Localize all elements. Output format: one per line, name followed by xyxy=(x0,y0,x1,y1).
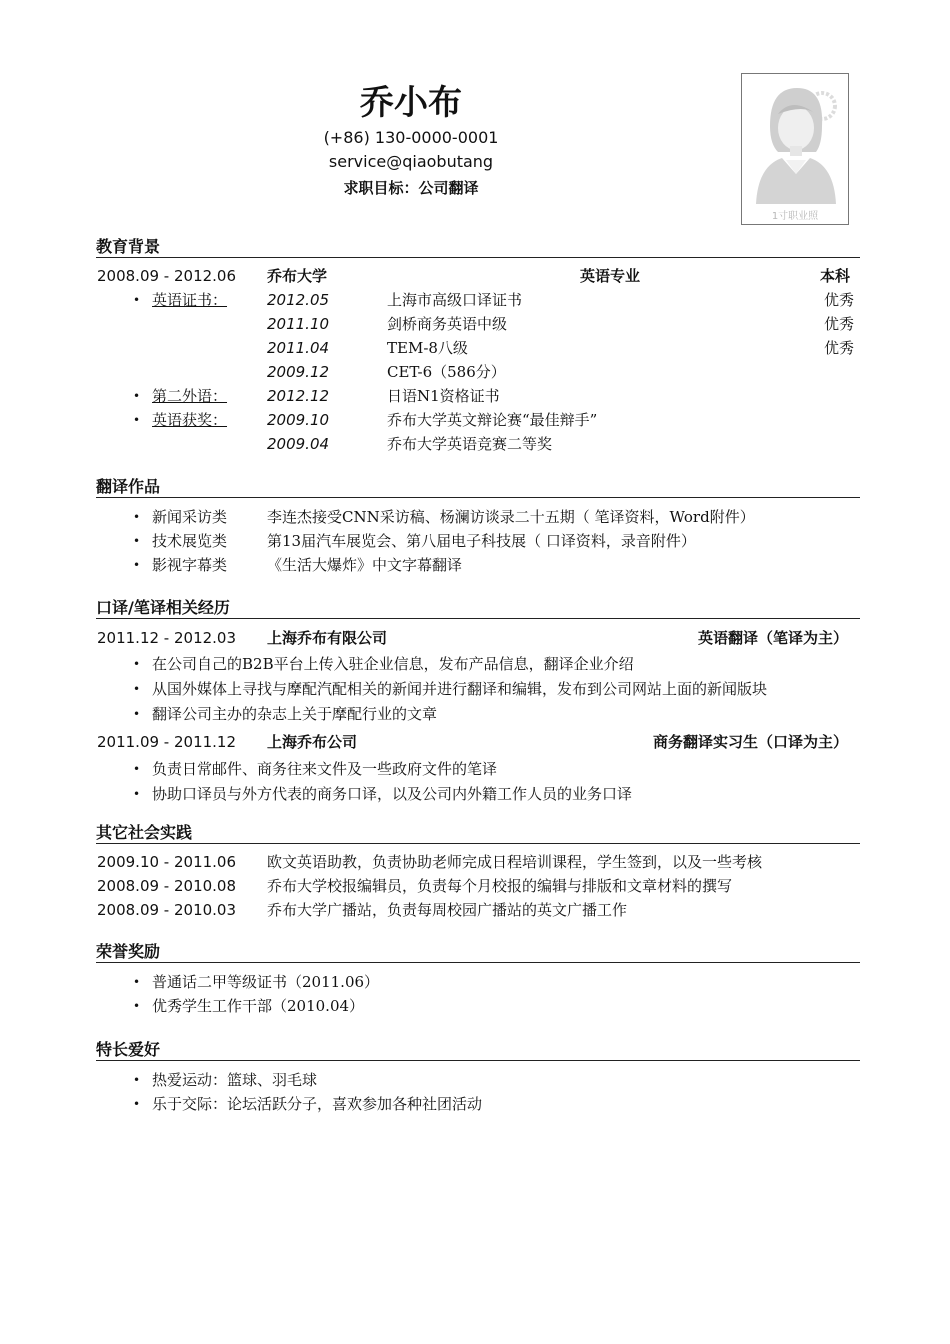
job-date: 2011.12 - 2012.03 xyxy=(97,629,237,647)
bullet: • xyxy=(133,682,141,696)
section-education-title: 教育背景 xyxy=(96,236,860,258)
job-objective: 求职目标：公司翻译 xyxy=(343,179,479,197)
cert-text: 上海市高级口译证书 xyxy=(387,291,523,309)
work-text: 《生活大爆炸》中文字幕翻译 xyxy=(267,556,463,574)
cert-text: 日语N1资格证书 xyxy=(387,387,500,405)
honor-text: 普通话二甲等级证书（2011.06） xyxy=(152,973,380,991)
social-item xyxy=(0,850,950,874)
duty-text: 协助口译员与外方代表的商务口译，以及公司内外籍工作人员的业务口译 xyxy=(152,785,633,803)
cert-date: 2012.05 xyxy=(267,291,330,309)
bullet: • xyxy=(133,999,141,1013)
education-date: 2008.09 - 2012.06 xyxy=(97,267,237,285)
honor-item xyxy=(0,970,950,994)
work-category: 新闻采访类 xyxy=(152,508,228,526)
cert-text: 乔布大学英文辩论赛“最佳辩手” xyxy=(387,411,598,429)
degree: 本科 xyxy=(820,267,851,285)
section-honors-title: 荣誉奖励 xyxy=(96,941,860,963)
job-duty xyxy=(0,757,950,781)
cert-row xyxy=(0,288,950,312)
work-text: 李连杰接受CNN采访稿、杨澜访谈录二十五期（ 笔译资料，Word附件） xyxy=(267,508,755,526)
job-row xyxy=(0,626,950,650)
job-company: 上海乔布公司 xyxy=(267,733,358,751)
cert-date: 2011.10 xyxy=(267,315,330,333)
bullet: • xyxy=(133,389,141,403)
cert-group-label: 英语证书： xyxy=(152,291,228,309)
honor-text: 优秀学生工作干部（2010.04） xyxy=(152,997,365,1015)
candidate-name: 乔小布 xyxy=(360,83,462,123)
photo-caption: 1寸职业照 xyxy=(771,211,819,222)
cert-date: 2012.12 xyxy=(267,387,330,405)
social-date: 2008.09 - 2010.03 xyxy=(97,901,237,919)
work-item xyxy=(0,553,950,577)
bullet: • xyxy=(133,762,141,776)
phone-number: (+86) 130-0000-0001 xyxy=(323,128,499,147)
cert-grade: 优秀 xyxy=(824,315,855,333)
profile-photo xyxy=(741,73,849,225)
duty-text: 从国外媒体上寻找与摩配汽配相关的新闻并进行翻译和编辑，发布到公司网站上面的新闻版块 xyxy=(152,680,768,698)
hobby-text: 热爱运动：篮球、羽毛球 xyxy=(152,1071,318,1089)
job-duty xyxy=(0,652,950,676)
cert-row xyxy=(0,336,950,360)
cert-text: 乔布大学英语竞赛二等奖 xyxy=(387,435,553,453)
bullet: • xyxy=(133,413,141,427)
job-date: 2011.09 - 2011.12 xyxy=(97,733,237,751)
bullet: • xyxy=(133,534,141,548)
section-hobbies-title: 特长爱好 xyxy=(96,1039,860,1061)
bullet: • xyxy=(133,293,141,307)
cert-date: 2011.04 xyxy=(267,339,330,357)
bullet: • xyxy=(133,975,141,989)
cert-date: 2009.12 xyxy=(267,363,330,381)
bullet: • xyxy=(133,1073,141,1087)
cert-text: CET-6（586分） xyxy=(387,363,506,381)
social-text: 乔布大学广播站，负责每周校园广播站的英文广播工作 xyxy=(267,901,628,919)
duty-text: 负责日常邮件、商务往来文件及一些政府文件的笔译 xyxy=(152,760,498,778)
social-date: 2008.09 - 2010.08 xyxy=(97,877,237,895)
second-language-row xyxy=(0,384,950,408)
major-name: 英语专业 xyxy=(580,267,641,285)
work-item xyxy=(0,529,950,553)
honor-item xyxy=(0,994,950,1018)
social-text: 欧文英语助教，负责协助老师完成日程培训课程，学生签到，以及一些考核 xyxy=(267,853,763,871)
job-company: 上海乔布有限公司 xyxy=(267,629,388,647)
social-item xyxy=(0,898,950,922)
work-item xyxy=(0,505,950,529)
job-duty xyxy=(0,782,950,806)
hobby-item xyxy=(0,1068,950,1092)
cert-row xyxy=(0,360,950,384)
work-category: 技术展览类 xyxy=(152,532,228,550)
hobby-text: 乐于交际：论坛活跃分子，喜欢参加各种社团活动 xyxy=(152,1095,483,1113)
cert-group-label: 英语获奖： xyxy=(152,411,228,429)
bullet: • xyxy=(133,558,141,572)
cert-group-label: 第二外语： xyxy=(152,387,228,405)
cert-text: TEM-8八级 xyxy=(387,339,468,357)
social-text: 乔布大学校报编辑员，负责每个月校报的编辑与排版和文章材料的撰写 xyxy=(267,877,733,895)
job-duty xyxy=(0,702,950,726)
cert-row xyxy=(0,312,950,336)
section-social-title: 其它社会实践 xyxy=(96,822,860,844)
education-row xyxy=(0,264,950,288)
work-text: 第13届汽车展览会、第八届电子科技展（ 口译资料，录音附件） xyxy=(267,532,696,550)
duty-text: 在公司自己的B2B平台上传入驻企业信息，发布产品信息，翻译企业介绍 xyxy=(152,655,634,673)
job-duty xyxy=(0,677,950,701)
work-category: 影视字幕类 xyxy=(152,556,228,574)
bullet: • xyxy=(133,707,141,721)
social-date: 2009.10 - 2011.06 xyxy=(97,853,237,871)
bullet: • xyxy=(133,787,141,801)
bullet: • xyxy=(133,1097,141,1111)
job-role: 商务翻译实习生（口译为主） xyxy=(652,733,848,751)
job-row xyxy=(0,730,950,754)
duty-text: 翻译公司主办的杂志上关于摩配行业的文章 xyxy=(152,705,438,723)
award-row xyxy=(0,432,950,456)
social-item xyxy=(0,874,950,898)
hobby-item xyxy=(0,1092,950,1116)
section-experience-title: 口译/笔译相关经历 xyxy=(96,597,860,619)
school-name: 乔布大学 xyxy=(267,267,328,285)
cert-text: 剑桥商务英语中级 xyxy=(387,315,508,333)
section-works-title: 翻译作品 xyxy=(96,476,860,498)
cert-date: 2009.04 xyxy=(267,435,330,453)
email-address: service@qiaobutang xyxy=(328,152,494,171)
person-silhouette-icon xyxy=(742,74,848,224)
cert-grade: 优秀 xyxy=(824,339,855,357)
bullet: • xyxy=(133,510,141,524)
resume-header xyxy=(0,80,822,201)
cert-date: 2009.10 xyxy=(267,411,330,429)
award-row xyxy=(0,408,950,432)
cert-grade: 优秀 xyxy=(824,291,855,309)
job-role: 英语翻译（笔译为主） xyxy=(697,629,848,647)
bullet: • xyxy=(133,657,141,671)
